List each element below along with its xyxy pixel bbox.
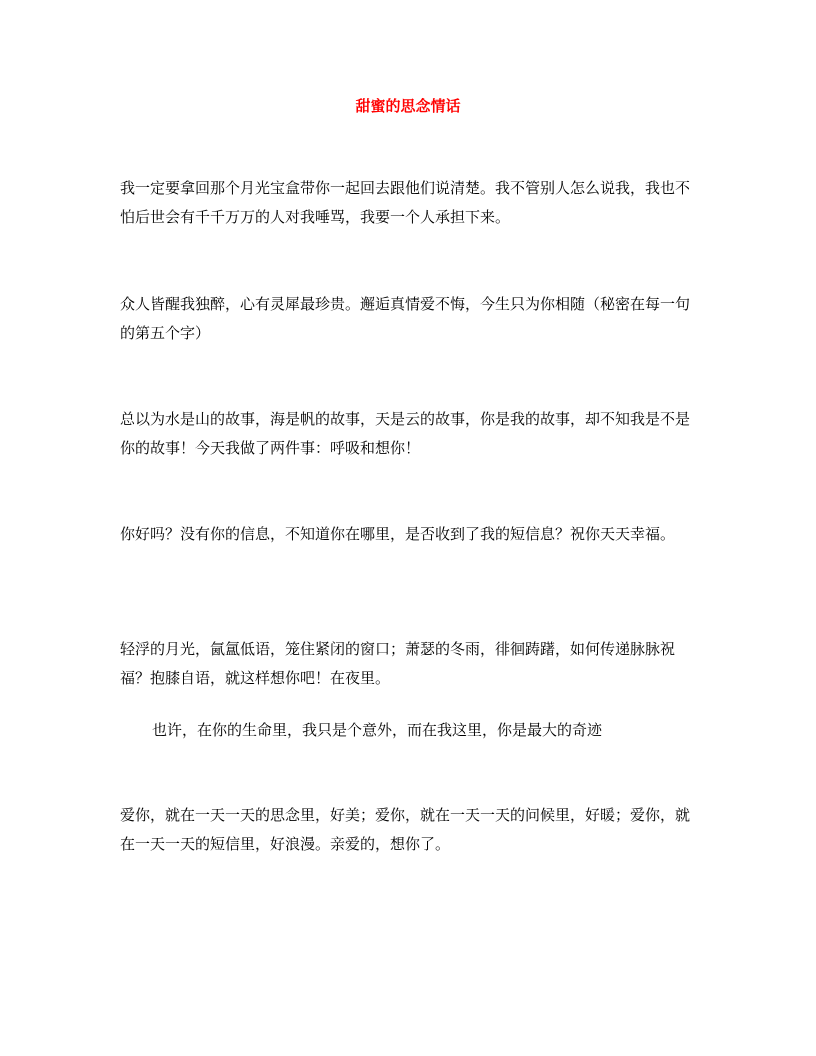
document-title: 甜蜜的思念情话 (355, 97, 461, 115)
paragraph-7: 爱你，就在一天一天的思念里，好美；爱你，就在一天一天的问候里，好暖；爱你，就在一天一天的短信里，好浪漫。亲爱的，想你了。 (120, 806, 691, 853)
paragraph-5: 轻浮的月光，氤氲低语，笼住紧闭的窗口；萧瑟的冬雨，徘徊踌躇，如何传递脉脉祝福？抱膝自语，就这样想你吧！在夜里。 (120, 640, 676, 687)
paragraph-3: 总以为水是山的故事，海是帆的故事，天是云的故事，你是我的故事，却不知我是不是你的故事！今天我做了两件事：呼吸和想你！ (120, 410, 691, 457)
paragraph-1: 我一定要拿回那个月光宝盒带你一起回去跟他们说清楚。我不管别人怎么说我，我也不怕后世会有千千万万的人对我唾骂，我要一个人承担下来。 (120, 179, 691, 226)
paragraph-2: 众人皆醒我独醉，心有灵犀最珍贵。邂逅真情爱不悔，今生只为你相随（秘密在每一句的第五个字） (120, 295, 691, 342)
paragraph-4: 你好吗？没有你的信息，不知道你在哪里，是否收到了我的短信息？祝你天天幸福。 (120, 525, 676, 543)
paragraph-6: 也许，在你的生命里，我只是个意外，而在我这里，你是最大的奇迹 (152, 721, 603, 739)
